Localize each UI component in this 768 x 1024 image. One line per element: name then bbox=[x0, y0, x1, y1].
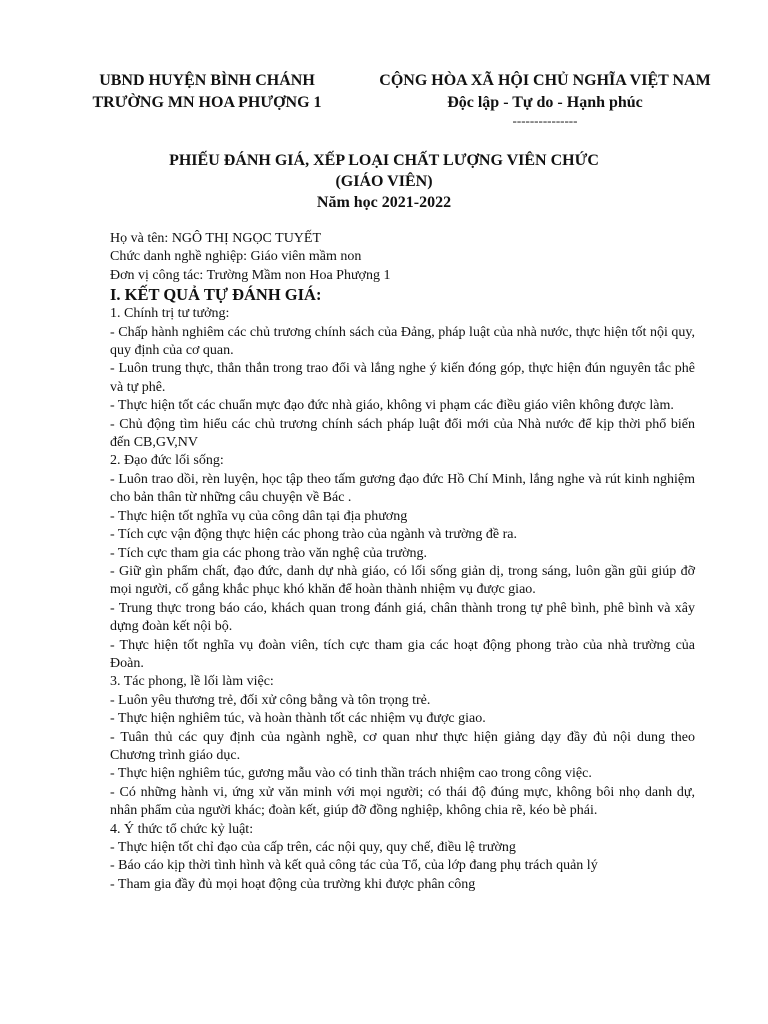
paragraph: - Giữ gìn phẩm chất, đạo đức, danh dự nhà giáo, có lối sống giản dị, trong sáng, luôn gần gũi giúp đỡ mọi người, cố gắng khắc phục khó khăn để hoàn thành nhiệm vụ được giao. bbox=[110, 563, 695, 598]
paragraph: - Tích cực tham gia các phong trào văn nghệ của trường. bbox=[110, 545, 427, 561]
header-divider: --------------- bbox=[512, 113, 578, 128]
paragraph: - Luôn trao dồi, rèn luyện, học tập theo tấm gương đạo đức Hồ Chí Minh, lắng nghe và rút kinh nghiệm cho bản thân từ những câu chuyện về Bác . bbox=[110, 471, 695, 506]
paragraph: - Thực hiện tốt nghĩa vụ của công dân tại địa phương bbox=[110, 508, 408, 524]
paragraph: - Thực hiện tốt các chuẩn mực đạo đức nhà giáo, không vi phạm các điều giáo viên không được làm. bbox=[110, 398, 674, 414]
paragraph: - Thực hiện tốt nghĩa vụ đoàn viên, tích cực tham gia các hoạt động phong trào của nhà trường của Đoàn. bbox=[110, 637, 695, 671]
national-title: CỘNG HÒA XÃ HỘI CHỦ NGHĨA VIỆT NAM bbox=[379, 72, 711, 89]
paragraph: - Chủ động tìm hiểu các chủ trương chính sách pháp luật đổi mới của Nhà nước để kịp thời phổ biến đến CB,GV,NV bbox=[110, 416, 695, 451]
title-line-2: (GIÁO VIÊN) bbox=[335, 173, 433, 190]
paragraph: - Tuân thủ các quy định của ngành nghề, cơ quan như thực hiện giảng dạy đầy đủ nội dung theo Chương trình giáo dục. bbox=[110, 729, 695, 763]
issuer-header bbox=[62, 70, 352, 114]
paragraph: - Tích cực vận động thực hiện các phong trào của ngành và trường đề ra. bbox=[110, 527, 517, 543]
info-unit: Đơn vị công tác: Trường Mầm non Hoa Phượng 1 bbox=[110, 267, 391, 283]
paragraph: - Thực hiện nghiêm túc, gương mẫu vào có tinh thần trách nhiệm cao trong công việc. bbox=[110, 766, 592, 782]
section-heading: I. KẾT QUẢ TỰ ĐÁNH GIÁ: bbox=[110, 285, 322, 305]
paragraph: - Có những hành vi, ứng xử văn minh với mọi người; có thái độ đúng mực, không bôi nhọ danh dự, nhân phẩm của người khác; đoàn kết, giúp đỡ đồng nghiệp, không chia rẽ, kéo bè phái. bbox=[110, 784, 695, 819]
national-motto: Độc lập - Tự do - Hạnh phúc bbox=[447, 94, 643, 111]
paragraph: 4. Ý thức tổ chức kỷ luật: bbox=[110, 821, 254, 837]
issuer-school: TRƯỜNG MN HOA PHƯỢNG 1 bbox=[92, 94, 322, 111]
school-year: Năm học 2021-2022 bbox=[316, 194, 452, 211]
info-name: Họ và tên: NGÔ THỊ NGỌC TUYẾT bbox=[110, 231, 322, 246]
paragraph: - Báo cáo kịp thời tình hình và kết quả công tác của Tổ, của lớp đang phụ trách quản lý bbox=[110, 858, 598, 874]
paragraph: - Luôn trung thực, thẳn thắn trong trao đổi và lắng nghe ý kiến đóng góp, thực hiện đún nguyên tắc phê và tự phê. bbox=[110, 361, 695, 395]
issuer-district: UBND HUYỆN BÌNH CHÁNH bbox=[99, 72, 315, 89]
paragraph: 2. Đạo đức lối sống: bbox=[110, 453, 224, 469]
paragraph: - Thực hiện nghiêm túc, và hoàn thành tốt các nhiệm vụ được giao. bbox=[110, 711, 486, 727]
paragraph: - Chấp hành nghiêm các chủ trương chính sách của Đảng, pháp luật của nhà nước, thực hiện tốt nội quy, quy định của cơ quan. bbox=[110, 324, 695, 359]
paragraph: 1. Chính trị tư tưởng: bbox=[110, 306, 230, 322]
document-title bbox=[0, 150, 768, 213]
national-header bbox=[340, 70, 750, 128]
title-line-1: PHIẾU ĐÁNH GIÁ, XẾP LOẠI CHẤT LƯỢNG VIÊN CHỨC bbox=[169, 152, 599, 169]
paragraph: - Luôn yêu thương trẻ, đối xử công bằng và tôn trọng trẻ. bbox=[110, 692, 431, 708]
document-body bbox=[110, 230, 695, 894]
paragraph: - Trung thực trong báo cáo, khách quan trong đánh giá, chân thành trong tự phê bình, phê bình và xây dựng đoàn kết nội bộ. bbox=[110, 600, 695, 635]
paragraph: - Thực hiện tốt chỉ đạo của cấp trên, các nội quy, quy chế, điều lệ trường bbox=[110, 840, 516, 855]
info-title: Chức danh nghề nghiệp: Giáo viên mầm non bbox=[110, 249, 362, 265]
paragraph: 3. Tác phong, lề lối làm việc: bbox=[110, 674, 274, 690]
paragraph: - Tham gia đầy đủ mọi hoạt động của trường khi được phân công bbox=[110, 876, 476, 892]
